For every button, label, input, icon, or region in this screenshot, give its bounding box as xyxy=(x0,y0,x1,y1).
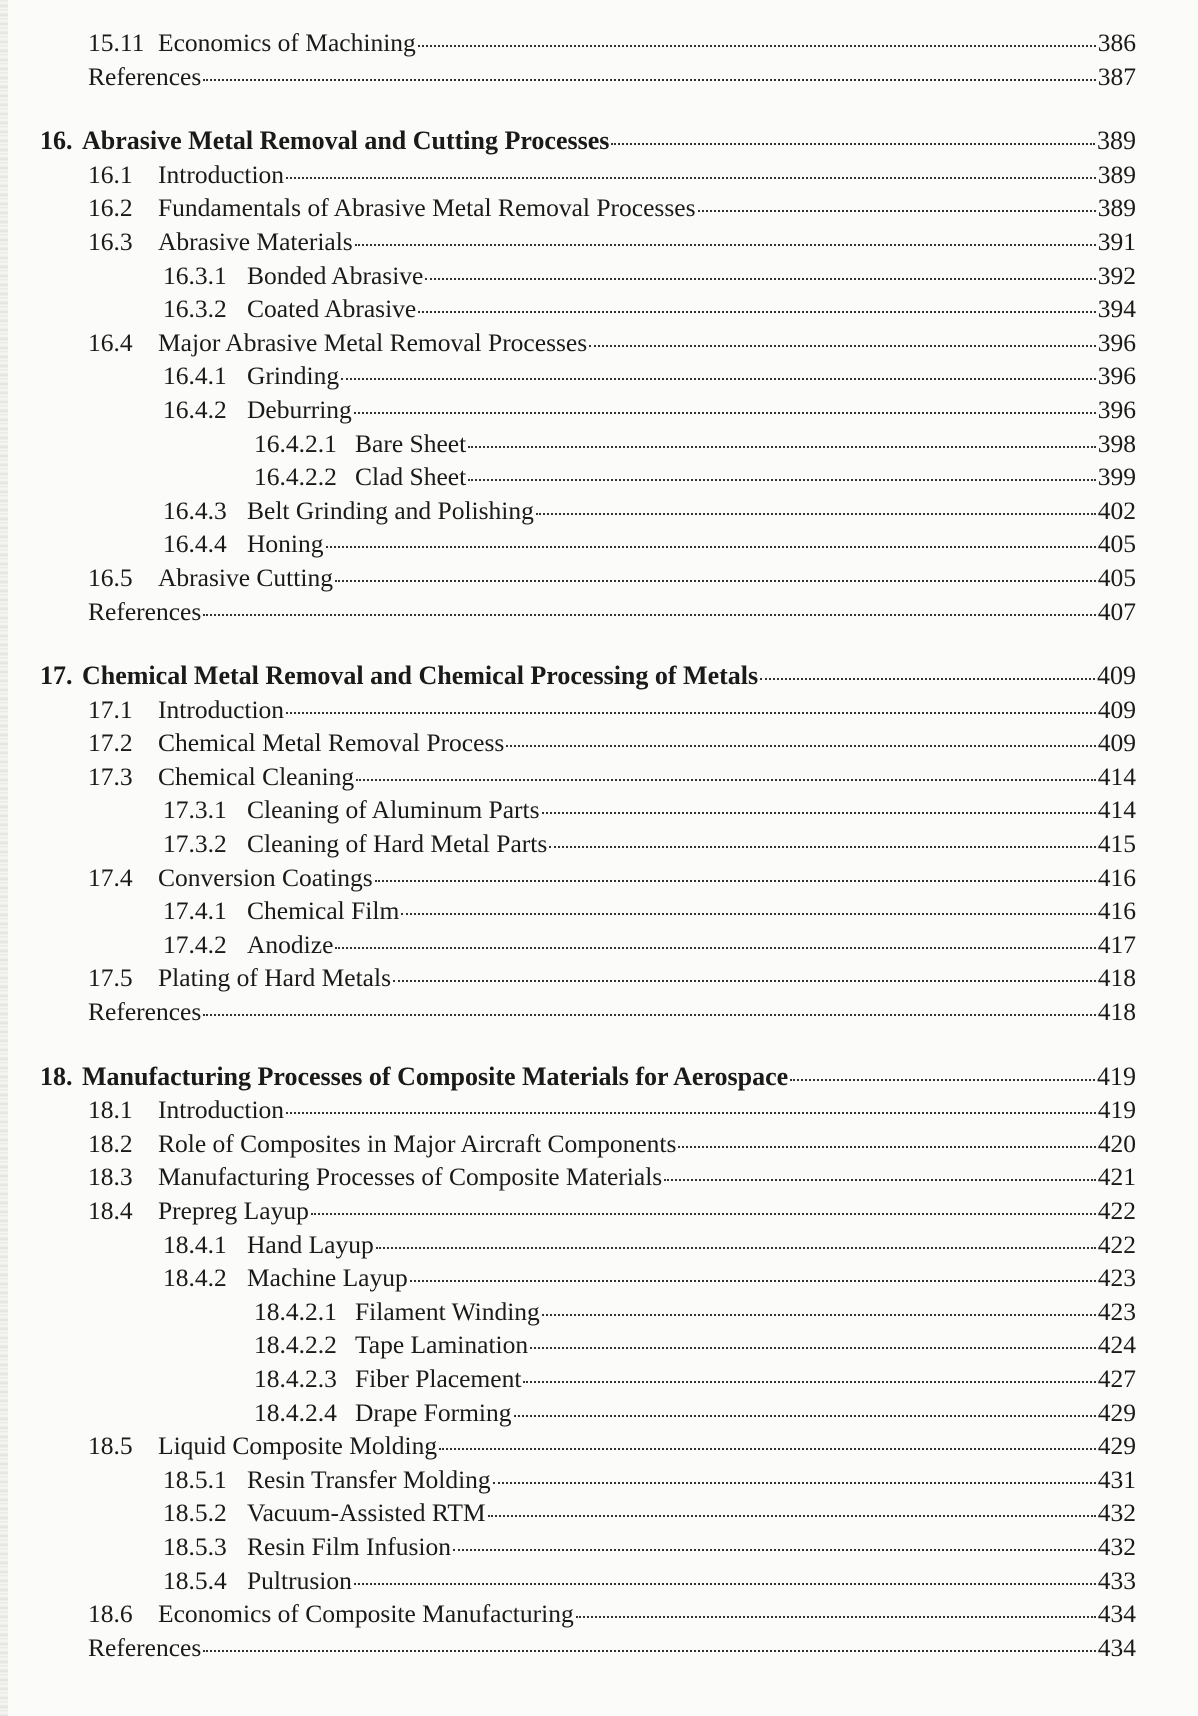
toc-entry-number: 16.4.1 xyxy=(163,361,227,391)
toc-entry-page-number: 389 xyxy=(1097,126,1136,156)
toc-entry[interactable] xyxy=(0,259,1198,293)
dot-leader xyxy=(341,378,1096,380)
toc-entry[interactable] xyxy=(0,494,1198,528)
toc-entry[interactable] xyxy=(0,894,1198,928)
toc-entry-page-number: 389 xyxy=(1097,159,1136,189)
toc-entry-title: Conversion Coatings xyxy=(158,862,373,892)
toc-entry[interactable] xyxy=(0,693,1198,727)
toc-entry[interactable] xyxy=(0,1328,1198,1362)
dot-leader xyxy=(410,1280,1096,1282)
toc-entry-page-number: 421 xyxy=(1097,1162,1136,1192)
toc-entry[interactable] xyxy=(0,393,1198,427)
toc-entry-number: 18.5 xyxy=(88,1431,133,1461)
toc-entry-number: 18.5.2 xyxy=(163,1498,227,1528)
toc-entry-page-number: 424 xyxy=(1097,1330,1136,1360)
toc-entry-title: Cleaning of Hard Metal Parts xyxy=(247,829,548,859)
toc-entry[interactable] xyxy=(0,595,1198,629)
toc-entry-number: 16.3.1 xyxy=(163,260,227,290)
dot-leader xyxy=(203,79,1095,81)
toc-entry[interactable] xyxy=(0,1631,1198,1665)
dot-leader xyxy=(698,210,1096,212)
toc-entry-page-number: 423 xyxy=(1097,1296,1136,1326)
toc-entry-number: 18.2 xyxy=(88,1128,133,1158)
toc-entry-page-number: 432 xyxy=(1097,1531,1136,1561)
toc-entry-title: References xyxy=(88,1632,202,1662)
toc-entry-title: Bare Sheet xyxy=(355,428,467,458)
toc-entry-title: Vacuum-Assisted RTM xyxy=(247,1498,486,1528)
toc-entry-page-number: 407 xyxy=(1097,596,1136,626)
toc-entry-title: Abrasive Materials xyxy=(158,226,353,256)
toc-entry-title: Introduction xyxy=(158,694,285,724)
toc-entry-title: Pultrusion xyxy=(247,1565,352,1595)
toc-entry[interactable] xyxy=(0,191,1198,225)
dot-leader xyxy=(418,311,1096,313)
toc-entry-number: 18.4.2.3 xyxy=(254,1363,337,1393)
toc-entry-number: 15.11 xyxy=(88,28,145,57)
toc-entry[interactable] xyxy=(0,827,1198,861)
dot-leader xyxy=(425,278,1095,280)
toc-entry[interactable] xyxy=(0,1463,1198,1497)
toc-entry[interactable] xyxy=(0,793,1198,827)
toc-entry-title: Resin Transfer Molding xyxy=(247,1464,491,1494)
toc-entry-title: Clad Sheet xyxy=(355,462,467,492)
toc-entry[interactable] xyxy=(0,225,1198,259)
toc-entry-number: 18.5.3 xyxy=(163,1531,227,1561)
toc-entry-number: 18.3 xyxy=(88,1162,133,1192)
toc-entry-title: Chemical Film xyxy=(247,896,400,926)
toc-entry-title: Filament Winding xyxy=(355,1296,540,1326)
toc-entry[interactable] xyxy=(0,26,1198,60)
toc-entry-title: Deburring xyxy=(247,394,352,424)
toc-entry[interactable] xyxy=(0,1564,1198,1598)
toc-entry-title: Fiber Placement xyxy=(355,1363,522,1393)
dot-leader xyxy=(393,980,1096,982)
dot-leader xyxy=(311,1213,1096,1215)
toc-entry-number: 16.3.2 xyxy=(163,294,227,324)
dot-leader xyxy=(514,1415,1096,1417)
dot-leader xyxy=(203,614,1095,616)
table-of-contents xyxy=(0,26,1198,1664)
dot-leader xyxy=(488,1515,1096,1517)
toc-entry-title: Chemical Cleaning xyxy=(158,761,355,791)
toc-entry[interactable] xyxy=(0,760,1198,794)
toc-entry-page-number: 409 xyxy=(1097,694,1136,724)
toc-entry-title: Drape Forming xyxy=(355,1397,512,1427)
dot-leader xyxy=(542,812,1096,814)
toc-chapter-heading[interactable] xyxy=(0,1060,1198,1094)
toc-entry-number: 16.4.2 xyxy=(163,394,227,424)
toc-entry-title: Cleaning of Aluminum Parts xyxy=(247,795,540,825)
toc-entry[interactable] xyxy=(0,292,1198,326)
toc-entry-title: Manufacturing Processes of Composite Materials for Aerospace xyxy=(82,1061,789,1091)
toc-entry-page-number: 398 xyxy=(1097,428,1136,458)
toc-entry-page-number: 394 xyxy=(1097,294,1136,324)
toc-entry-page-number: 409 xyxy=(1097,728,1136,758)
toc-entry-title: Economics of Machining xyxy=(158,28,416,57)
toc-entry-number: 17.5 xyxy=(88,963,133,993)
toc-entry-page-number: 429 xyxy=(1097,1397,1136,1427)
toc-entry-page-number: 414 xyxy=(1097,795,1136,825)
toc-entry-title: References xyxy=(88,997,202,1027)
toc-entry-page-number: 389 xyxy=(1097,193,1136,223)
dot-leader xyxy=(335,947,1095,949)
dot-leader xyxy=(286,177,1096,179)
toc-entry-title: Abrasive Metal Removal and Cutting Processes xyxy=(82,126,610,156)
toc-entry[interactable] xyxy=(0,359,1198,393)
dot-leader xyxy=(376,1247,1096,1249)
toc-entry-number: 18.5.1 xyxy=(163,1464,227,1494)
toc-entry-number: 17. xyxy=(40,661,73,691)
dot-leader xyxy=(468,446,1096,448)
toc-entry-number: 16.3 xyxy=(88,226,133,256)
toc-entry-title: Grinding xyxy=(247,361,340,391)
dot-leader xyxy=(506,745,1095,747)
toc-entry-number: 18.4.2.1 xyxy=(254,1296,337,1326)
toc-entry-title: Chemical Metal Removal and Chemical Processing of Metals xyxy=(82,661,759,691)
toc-entry-page-number: 405 xyxy=(1097,562,1136,592)
toc-entry[interactable] xyxy=(0,1597,1198,1631)
toc-entry-number: 16. xyxy=(40,126,73,156)
toc-entry-title: Manufacturing Processes of Composite Materials xyxy=(158,1162,663,1192)
toc-entry-page-number: 387 xyxy=(1097,61,1136,91)
dot-leader xyxy=(760,678,1095,680)
toc-entry-title: Liquid Composite Molding xyxy=(158,1431,438,1461)
dot-leader xyxy=(523,1381,1095,1383)
toc-entry-title: Fundamentals of Abrasive Metal Removal Processes xyxy=(158,193,696,223)
toc-entry[interactable] xyxy=(0,961,1198,995)
dot-leader xyxy=(203,1650,1095,1652)
toc-entry-number: 17.4 xyxy=(88,862,133,892)
toc-entry-page-number: 405 xyxy=(1097,529,1136,559)
dot-leader xyxy=(356,779,1096,781)
dot-leader xyxy=(493,1482,1096,1484)
toc-entry-number: 16.4.2.2 xyxy=(254,462,337,492)
dot-leader xyxy=(326,546,1096,548)
toc-entry-page-number: 418 xyxy=(1097,963,1136,993)
toc-entry[interactable] xyxy=(0,1127,1198,1161)
toc-entry-page-number: 429 xyxy=(1097,1431,1136,1461)
dot-leader xyxy=(203,1014,1095,1016)
toc-entry-page-number: 432 xyxy=(1097,1498,1136,1528)
dot-leader xyxy=(418,45,1096,47)
toc-entry-number: 16.4.2.1 xyxy=(254,428,337,458)
toc-entry-title: Introduction xyxy=(158,1095,285,1125)
dot-leader xyxy=(664,1179,1096,1181)
toc-entry-title: References xyxy=(88,61,202,91)
toc-entry-page-number: 409 xyxy=(1097,661,1136,691)
dot-leader xyxy=(439,1448,1096,1450)
dot-leader xyxy=(790,1079,1095,1081)
toc-entry-number: 16.1 xyxy=(88,159,133,189)
toc-entry[interactable] xyxy=(0,561,1198,595)
toc-entry-number: 16.4 xyxy=(88,327,133,357)
toc-chapter-heading[interactable] xyxy=(0,124,1198,158)
toc-entry-number: 17.1 xyxy=(88,694,133,724)
toc-entry-title: Resin Film Infusion xyxy=(247,1531,452,1561)
toc-entry[interactable] xyxy=(0,1429,1198,1463)
toc-entry-number: 17.3.1 xyxy=(163,795,227,825)
toc-entry-page-number: 396 xyxy=(1097,361,1136,391)
toc-entry-number: 17.2 xyxy=(88,728,133,758)
toc-entry-page-number: 414 xyxy=(1097,761,1136,791)
toc-entry-page-number: 427 xyxy=(1097,1363,1136,1393)
dot-leader xyxy=(354,412,1096,414)
toc-entry-page-number: 434 xyxy=(1097,1599,1136,1629)
toc-entry-page-number: 434 xyxy=(1097,1632,1136,1662)
toc-entry-number: 16.4.3 xyxy=(163,495,227,525)
dot-leader xyxy=(468,479,1096,481)
toc-entry-page-number: 419 xyxy=(1097,1061,1136,1091)
dot-leader xyxy=(589,345,1096,347)
toc-entry[interactable] xyxy=(0,60,1198,94)
toc-entry[interactable] xyxy=(0,326,1198,360)
toc-entry-title: References xyxy=(88,596,202,626)
dot-leader xyxy=(453,1549,1096,1551)
toc-entry-page-number: 420 xyxy=(1097,1128,1136,1158)
toc-entry-number: 17.3.2 xyxy=(163,829,227,859)
dot-leader xyxy=(401,913,1095,915)
toc-entry[interactable] xyxy=(0,726,1198,760)
dot-leader xyxy=(286,712,1096,714)
toc-entry-page-number: 399 xyxy=(1097,462,1136,492)
toc-entry[interactable] xyxy=(0,928,1198,962)
toc-entry-title: Economics of Composite Manufacturing xyxy=(158,1599,574,1629)
toc-entry-title: Bonded Abrasive xyxy=(247,260,424,290)
toc-entry-page-number: 396 xyxy=(1097,327,1136,357)
toc-entry[interactable] xyxy=(0,995,1198,1029)
toc-entry-number: 18.6 xyxy=(88,1599,133,1629)
dot-leader xyxy=(542,1314,1096,1316)
toc-entry[interactable] xyxy=(0,158,1198,192)
toc-entry-title: Introduction xyxy=(158,159,285,189)
toc-entry-title: Machine Layup xyxy=(247,1263,408,1293)
toc-entry-title: Prepreg Layup xyxy=(158,1196,309,1225)
dot-leader xyxy=(678,1146,1095,1148)
dot-leader xyxy=(286,1112,1096,1114)
toc-entry-page-number: 392 xyxy=(1097,260,1136,290)
toc-entry-title: Major Abrasive Metal Removal Processes xyxy=(158,327,588,357)
toc-entry-number: 18.4.2 xyxy=(163,1263,227,1293)
toc-entry-title: Belt Grinding and Polishing xyxy=(247,495,534,525)
toc-entry-number: 18. xyxy=(40,1061,73,1091)
toc-entry[interactable] xyxy=(0,427,1198,461)
toc-entry-number: 18.4.2.2 xyxy=(254,1330,337,1360)
toc-entry-title: Hand Layup xyxy=(247,1229,374,1259)
toc-chapter-heading[interactable] xyxy=(0,659,1198,693)
toc-entry-page-number: 415 xyxy=(1097,829,1136,859)
toc-entry-page-number: 418 xyxy=(1097,997,1136,1027)
toc-entry[interactable] xyxy=(0,1261,1198,1295)
toc-entry-page-number: 416 xyxy=(1097,896,1136,926)
toc-entry[interactable] xyxy=(0,1396,1198,1430)
toc-entry-title: Plating of Hard Metals xyxy=(158,963,391,993)
toc-entry-title: Coated Abrasive xyxy=(247,294,417,324)
toc-entry-page-number: 402 xyxy=(1097,495,1136,525)
toc-entry[interactable] xyxy=(0,1160,1198,1194)
toc-entry[interactable] xyxy=(0,1295,1198,1329)
toc-entry-title: Anodize xyxy=(247,929,334,959)
dot-leader xyxy=(576,1616,1096,1618)
toc-entry-title: Role of Composites in Major Aircraft Components xyxy=(158,1128,677,1158)
toc-entry-number: 18.1 xyxy=(88,1095,133,1125)
toc-entry-page-number: 423 xyxy=(1097,1263,1136,1293)
toc-entry-number: 16.4.4 xyxy=(163,529,227,559)
toc-entry-number: 16.2 xyxy=(88,193,133,223)
dot-leader xyxy=(611,143,1095,145)
toc-entry[interactable] xyxy=(0,1530,1198,1564)
toc-entry-number: 18.5.4 xyxy=(163,1565,227,1595)
dot-leader xyxy=(335,580,1096,582)
toc-entry-number: 17.4.1 xyxy=(163,896,227,926)
toc-entry-page-number: 431 xyxy=(1097,1464,1136,1494)
dot-leader xyxy=(536,513,1096,515)
toc-entry-number: 18.4 xyxy=(88,1196,133,1225)
toc-entry-page-number: 396 xyxy=(1097,394,1136,424)
toc-entry[interactable] xyxy=(0,1194,1198,1228)
toc-entry[interactable] xyxy=(0,1496,1198,1530)
toc-entry-page-number: 416 xyxy=(1097,862,1136,892)
toc-entry-page-number: 391 xyxy=(1097,226,1136,256)
toc-entry[interactable] xyxy=(0,861,1198,895)
toc-entry[interactable] xyxy=(0,1362,1198,1396)
toc-entry-page-number: 419 xyxy=(1097,1095,1136,1125)
toc-entry-page-number: 422 xyxy=(1097,1229,1136,1259)
dot-leader xyxy=(549,846,1095,848)
toc-entry-number: 17.4.2 xyxy=(163,929,227,959)
toc-entry[interactable] xyxy=(0,1093,1198,1127)
toc-entry-title: Chemical Metal Removal Process xyxy=(158,728,505,758)
toc-entry-number: 18.4.1 xyxy=(163,1229,227,1259)
toc-entry-page-number: 417 xyxy=(1097,929,1136,959)
toc-entry-title: Honing xyxy=(247,529,324,559)
toc-entry-number: 18.4.2.4 xyxy=(254,1397,337,1427)
toc-entry-title: Abrasive Cutting xyxy=(158,562,333,592)
toc-entry-page-number: 386 xyxy=(1097,28,1136,57)
dot-leader xyxy=(530,1347,1096,1349)
toc-entry[interactable] xyxy=(0,1228,1198,1262)
toc-entry-title: Tape Lamination xyxy=(355,1330,529,1360)
toc-entry[interactable] xyxy=(0,527,1198,561)
toc-entry-page-number: 433 xyxy=(1097,1565,1136,1595)
dot-leader xyxy=(354,1583,1096,1585)
toc-entry-number: 17.3 xyxy=(88,761,133,791)
dot-leader xyxy=(375,880,1096,882)
toc-entry-number: 16.5 xyxy=(88,562,133,592)
toc-entry-page-number: 422 xyxy=(1097,1196,1136,1225)
toc-entry[interactable] xyxy=(0,460,1198,494)
dot-leader xyxy=(355,244,1096,246)
